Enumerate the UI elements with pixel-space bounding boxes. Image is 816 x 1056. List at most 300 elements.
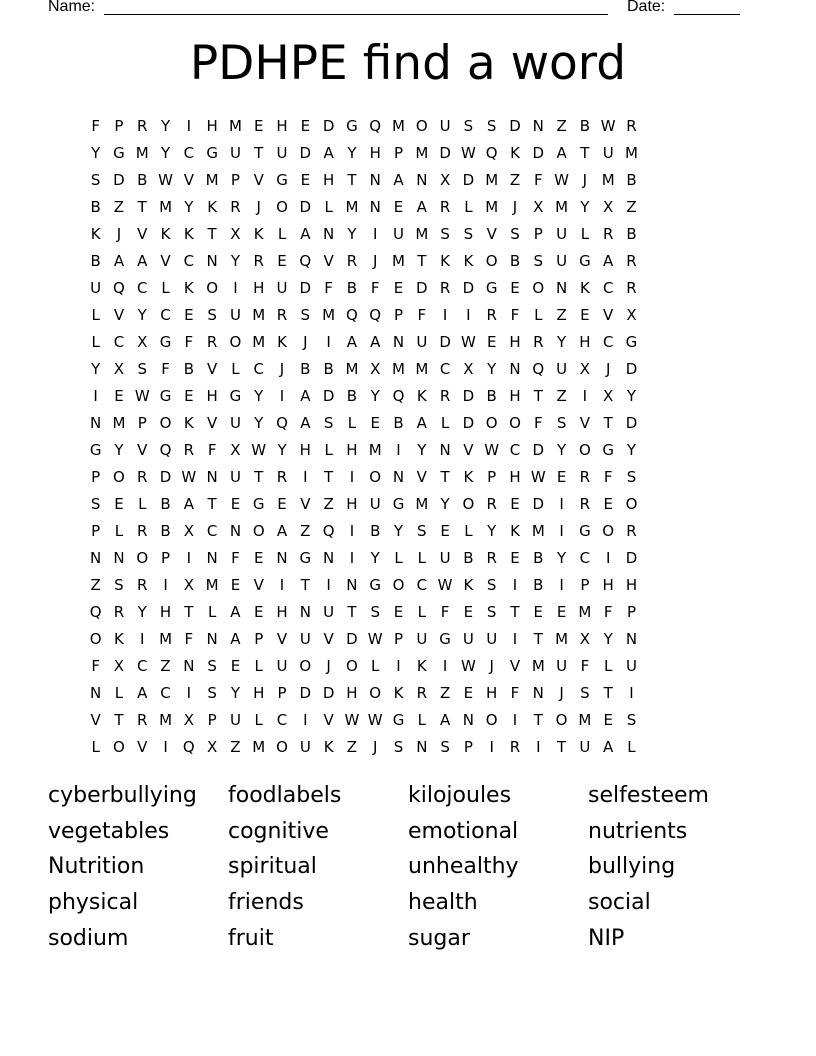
grid-letter[interactable]: M xyxy=(601,171,615,189)
grid-letter[interactable]: V xyxy=(253,576,264,594)
grid-letter[interactable]: B xyxy=(370,522,381,540)
grid-letter[interactable]: S xyxy=(463,225,474,243)
grid-letter[interactable]: B xyxy=(323,360,334,378)
grid-letter[interactable]: U xyxy=(323,603,335,621)
grid-letter[interactable]: L xyxy=(324,441,333,459)
grid-letter[interactable]: Y xyxy=(137,306,147,324)
grid-letter[interactable]: U xyxy=(229,306,241,324)
grid-letter[interactable]: I xyxy=(303,468,308,486)
grid-letter[interactable]: U xyxy=(276,657,288,675)
grid-letter[interactable]: V xyxy=(207,360,218,378)
grid-letter[interactable]: H xyxy=(346,495,358,513)
grid-letter[interactable]: M xyxy=(625,144,638,162)
grid-letter[interactable]: I xyxy=(372,225,378,243)
grid-letter[interactable]: Y xyxy=(393,522,404,540)
grid-letter[interactable]: E xyxy=(184,387,194,405)
grid-letter[interactable]: K xyxy=(510,522,520,540)
grid-letter[interactable]: B xyxy=(486,387,497,405)
grid-letter[interactable]: Z xyxy=(113,198,125,216)
date-blank-line[interactable] xyxy=(674,14,740,15)
grid-letter[interactable]: F xyxy=(91,657,100,675)
grid-letter[interactable]: M xyxy=(112,414,126,432)
grid-letter[interactable]: X xyxy=(533,198,544,216)
grid-letter[interactable]: K xyxy=(183,279,194,297)
grid-letter[interactable]: K xyxy=(463,468,474,486)
grid-letter[interactable]: J xyxy=(326,657,331,675)
grid-letter[interactable]: T xyxy=(347,603,357,621)
grid-letter[interactable]: L xyxy=(627,738,636,756)
grid-letter[interactable]: K xyxy=(510,144,520,162)
grid-letter[interactable]: Z xyxy=(323,495,334,513)
grid-letter[interactable]: Y xyxy=(557,549,567,567)
grid-letter[interactable]: S xyxy=(90,495,101,513)
grid-letter[interactable]: E xyxy=(253,603,264,621)
grid-letter[interactable]: Y xyxy=(230,684,241,702)
grid-letter[interactable]: W xyxy=(181,468,197,486)
grid-letter[interactable]: W xyxy=(158,171,173,189)
grid-letter[interactable]: J xyxy=(256,198,261,216)
grid-letter[interactable]: I xyxy=(512,630,518,648)
grid-letter[interactable]: P xyxy=(393,144,404,162)
grid-letter[interactable]: B xyxy=(626,225,637,243)
grid-letter[interactable]: L xyxy=(277,225,287,243)
grid-letter[interactable]: P xyxy=(91,468,101,486)
grid-letter[interactable]: A xyxy=(276,522,288,540)
grid-letter[interactable]: N xyxy=(206,468,218,486)
grid-letter[interactable]: B xyxy=(533,576,544,594)
grid-letter[interactable]: S xyxy=(300,306,311,324)
grid-letter[interactable]: Y xyxy=(347,225,357,243)
grid-letter[interactable]: O xyxy=(276,198,288,216)
grid-letter[interactable]: I xyxy=(396,657,401,675)
grid-letter[interactable]: J xyxy=(512,198,518,216)
grid-letter[interactable]: R xyxy=(253,252,264,270)
grid-letter[interactable]: G xyxy=(159,387,172,405)
grid-letter[interactable]: O xyxy=(299,657,312,675)
grid-letter[interactable]: B xyxy=(463,549,474,567)
grid-letter[interactable]: N xyxy=(416,738,428,756)
grid-letter[interactable]: X xyxy=(579,630,591,648)
grid-letter[interactable]: H xyxy=(346,684,358,702)
grid-letter[interactable]: V xyxy=(603,306,614,324)
grid-letter[interactable]: M xyxy=(415,360,429,378)
grid-letter[interactable]: Y xyxy=(160,144,171,162)
grid-letter[interactable]: Y xyxy=(626,387,637,405)
grid-letter[interactable]: F xyxy=(91,117,100,135)
grid-letter[interactable]: D xyxy=(509,117,521,135)
grid-letter[interactable]: F xyxy=(231,549,240,567)
grid-letter[interactable]: V xyxy=(463,441,474,459)
grid-letter[interactable]: H xyxy=(159,603,172,621)
grid-letter[interactable]: T xyxy=(603,414,613,432)
grid-letter[interactable]: D xyxy=(113,171,125,189)
grid-letter[interactable]: Z xyxy=(230,738,241,756)
grid-letter[interactable]: H xyxy=(299,441,311,459)
grid-letter[interactable]: R xyxy=(230,198,241,216)
grid-letter[interactable]: Y xyxy=(254,387,264,405)
grid-letter[interactable]: D xyxy=(322,684,335,702)
grid-letter[interactable]: Y xyxy=(114,441,124,459)
grid-letter[interactable]: E xyxy=(253,549,264,567)
grid-letter[interactable]: N xyxy=(509,360,521,378)
grid-letter[interactable]: W xyxy=(554,171,569,189)
grid-letter[interactable]: Z xyxy=(439,684,451,702)
grid-letter[interactable]: E xyxy=(440,522,450,540)
grid-letter[interactable]: I xyxy=(466,306,471,324)
grid-letter[interactable]: P xyxy=(277,684,287,702)
grid-letter[interactable]: C xyxy=(439,360,451,378)
grid-letter[interactable]: N xyxy=(90,684,102,702)
grid-letter[interactable]: S xyxy=(533,252,544,270)
grid-letter[interactable]: A xyxy=(137,684,148,702)
grid-letter[interactable]: G xyxy=(369,576,382,594)
grid-letter[interactable]: V xyxy=(323,630,334,648)
grid-letter[interactable]: U xyxy=(462,630,474,648)
grid-letter[interactable]: B xyxy=(300,360,311,378)
grid-letter[interactable]: B xyxy=(509,252,521,270)
grid-letter[interactable]: X xyxy=(439,171,451,189)
grid-letter[interactable]: N xyxy=(299,603,311,621)
grid-letter[interactable]: Q xyxy=(182,738,195,756)
grid-letter[interactable]: Y xyxy=(184,198,194,216)
grid-letter[interactable]: N xyxy=(625,630,638,648)
grid-letter[interactable]: S xyxy=(440,225,450,243)
grid-letter[interactable]: R xyxy=(439,198,451,216)
grid-letter[interactable]: L xyxy=(417,603,426,621)
grid-letter[interactable]: F xyxy=(370,279,380,297)
grid-letter[interactable]: E xyxy=(510,549,520,567)
grid-letter[interactable]: F xyxy=(184,630,194,648)
grid-letter[interactable]: N xyxy=(206,630,218,648)
grid-letter[interactable]: O xyxy=(346,657,358,675)
grid-letter[interactable]: W xyxy=(344,711,360,729)
grid-letter[interactable]: V xyxy=(416,468,427,486)
grid-letter[interactable]: R xyxy=(486,495,497,513)
grid-letter[interactable]: A xyxy=(137,252,148,270)
grid-letter[interactable]: N xyxy=(113,549,125,567)
grid-letter[interactable]: G xyxy=(392,711,405,729)
grid-letter[interactable]: Y xyxy=(487,522,497,540)
grid-letter[interactable]: E xyxy=(510,279,520,297)
grid-letter[interactable]: T xyxy=(603,684,613,702)
grid-letter[interactable]: L xyxy=(464,198,473,216)
grid-letter[interactable]: X xyxy=(113,657,125,675)
grid-letter[interactable]: W xyxy=(367,711,383,729)
grid-letter[interactable]: G xyxy=(602,441,614,459)
grid-letter[interactable]: P xyxy=(393,630,404,648)
grid-letter[interactable]: O xyxy=(625,495,638,513)
grid-letter[interactable]: S xyxy=(417,522,427,540)
grid-letter[interactable]: I xyxy=(442,657,448,675)
grid-letter[interactable]: M xyxy=(228,117,242,135)
grid-letter[interactable]: D xyxy=(532,441,545,459)
grid-letter[interactable]: Y xyxy=(230,252,241,270)
grid-letter[interactable]: B xyxy=(393,414,404,432)
grid-letter[interactable]: U xyxy=(579,738,591,756)
grid-letter[interactable]: N xyxy=(462,711,475,729)
grid-letter[interactable]: G xyxy=(299,549,312,567)
grid-letter[interactable]: Z xyxy=(509,171,521,189)
grid-letter[interactable]: R xyxy=(137,522,148,540)
grid-letter[interactable]: U xyxy=(416,630,428,648)
grid-letter[interactable]: G xyxy=(89,441,102,459)
grid-letter[interactable]: F xyxy=(533,171,543,189)
grid-letter[interactable]: E xyxy=(114,387,124,405)
grid-letter[interactable]: L xyxy=(207,603,217,621)
grid-letter[interactable]: M xyxy=(392,252,405,270)
grid-letter[interactable]: U xyxy=(439,117,451,135)
grid-letter[interactable]: D xyxy=(462,279,475,297)
grid-letter[interactable]: Z xyxy=(90,576,101,594)
grid-letter[interactable]: K xyxy=(323,738,334,756)
grid-letter[interactable]: M xyxy=(392,360,405,378)
grid-letter[interactable]: D xyxy=(416,279,428,297)
grid-letter[interactable]: X xyxy=(137,333,148,351)
grid-letter[interactable]: O xyxy=(136,549,149,567)
grid-letter[interactable]: H xyxy=(602,576,614,594)
grid-letter[interactable]: I xyxy=(582,387,588,405)
grid-letter[interactable]: D xyxy=(322,117,335,135)
grid-letter[interactable]: M xyxy=(578,711,592,729)
grid-letter[interactable]: O xyxy=(392,576,405,594)
grid-letter[interactable]: X xyxy=(603,387,614,405)
grid-letter[interactable]: F xyxy=(184,333,194,351)
grid-letter[interactable]: E xyxy=(486,333,497,351)
grid-letter[interactable]: U xyxy=(625,657,637,675)
grid-letter[interactable]: P xyxy=(533,225,543,243)
grid-letter[interactable]: Q xyxy=(346,306,358,324)
grid-letter[interactable]: U xyxy=(556,225,568,243)
grid-letter[interactable]: N xyxy=(392,468,405,486)
grid-letter[interactable]: R xyxy=(183,441,195,459)
grid-letter[interactable]: C xyxy=(579,549,591,567)
grid-letter[interactable]: Q xyxy=(113,279,125,297)
grid-letter[interactable]: I xyxy=(349,549,355,567)
grid-letter[interactable]: E xyxy=(230,576,241,594)
grid-letter[interactable]: O xyxy=(509,414,521,432)
grid-letter[interactable]: A xyxy=(300,225,311,243)
grid-letter[interactable]: L xyxy=(114,522,124,540)
grid-letter[interactable]: E xyxy=(114,495,124,513)
grid-letter[interactable]: K xyxy=(463,252,474,270)
grid-letter[interactable]: O xyxy=(89,630,102,648)
grid-letter[interactable]: F xyxy=(510,306,520,324)
grid-letter[interactable]: N xyxy=(369,171,381,189)
grid-letter[interactable]: L xyxy=(114,684,124,702)
grid-letter[interactable]: V xyxy=(137,738,148,756)
grid-letter[interactable]: O xyxy=(532,279,545,297)
grid-letter[interactable]: N xyxy=(206,549,218,567)
grid-letter[interactable]: U xyxy=(276,279,288,297)
grid-letter[interactable]: X xyxy=(370,360,381,378)
grid-letter[interactable]: U xyxy=(229,468,241,486)
grid-letter[interactable]: S xyxy=(323,414,334,432)
grid-letter[interactable]: R xyxy=(602,225,614,243)
grid-letter[interactable]: T xyxy=(324,468,334,486)
grid-letter[interactable]: V xyxy=(486,225,497,243)
grid-letter[interactable]: P xyxy=(254,630,264,648)
grid-letter[interactable]: J xyxy=(605,360,611,378)
grid-letter[interactable]: M xyxy=(392,117,405,135)
grid-letter[interactable]: M xyxy=(555,630,569,648)
grid-letter[interactable]: N xyxy=(439,441,451,459)
grid-letter[interactable]: L xyxy=(371,657,380,675)
grid-letter[interactable]: R xyxy=(626,279,637,297)
grid-letter[interactable]: A xyxy=(370,333,381,351)
grid-letter[interactable]: I xyxy=(512,576,518,594)
grid-letter[interactable]: F xyxy=(161,360,170,378)
grid-letter[interactable]: Y xyxy=(160,117,171,135)
grid-letter[interactable]: P xyxy=(230,171,240,189)
grid-letter[interactable]: W xyxy=(484,441,500,459)
grid-letter[interactable]: F xyxy=(580,657,590,675)
grid-letter[interactable]: C xyxy=(253,360,264,378)
grid-letter[interactable]: R xyxy=(533,333,544,351)
grid-letter[interactable]: J xyxy=(303,333,308,351)
grid-letter[interactable]: F xyxy=(440,603,450,621)
grid-letter[interactable]: D xyxy=(532,144,545,162)
grid-letter[interactable]: O xyxy=(229,333,242,351)
grid-letter[interactable]: R xyxy=(626,252,637,270)
grid-letter[interactable]: Y xyxy=(137,603,147,621)
grid-letter[interactable]: B xyxy=(160,495,171,513)
grid-letter[interactable]: E xyxy=(603,711,613,729)
grid-letter[interactable]: O xyxy=(159,414,172,432)
grid-letter[interactable]: R xyxy=(137,117,148,135)
grid-letter[interactable]: D xyxy=(299,684,312,702)
grid-letter[interactable]: K xyxy=(440,252,451,270)
grid-letter[interactable]: X xyxy=(626,306,637,324)
grid-letter[interactable]: C xyxy=(509,441,521,459)
grid-letter[interactable]: S xyxy=(207,306,217,324)
grid-letter[interactable]: D xyxy=(439,144,451,162)
grid-letter[interactable]: Y xyxy=(277,441,287,459)
grid-letter[interactable]: G xyxy=(276,171,288,189)
grid-letter[interactable]: L xyxy=(534,306,543,324)
grid-letter[interactable]: W xyxy=(134,387,150,405)
grid-letter[interactable]: I xyxy=(186,549,192,567)
grid-letter[interactable]: O xyxy=(369,468,382,486)
grid-letter[interactable]: I xyxy=(279,387,285,405)
grid-letter[interactable]: M xyxy=(485,171,499,189)
grid-letter[interactable]: S xyxy=(580,684,590,702)
grid-letter[interactable]: T xyxy=(300,576,310,594)
grid-letter[interactable]: O xyxy=(113,468,125,486)
grid-letter[interactable]: L xyxy=(324,198,333,216)
grid-letter[interactable]: M xyxy=(205,576,219,594)
grid-letter[interactable]: A xyxy=(230,630,241,648)
grid-letter[interactable]: X xyxy=(183,576,194,594)
grid-letter[interactable]: Y xyxy=(347,144,357,162)
grid-letter[interactable]: H xyxy=(579,333,591,351)
grid-letter[interactable]: A xyxy=(416,198,427,216)
grid-letter[interactable]: J xyxy=(279,360,285,378)
grid-letter[interactable]: C xyxy=(602,333,614,351)
grid-letter[interactable]: S xyxy=(370,603,380,621)
grid-letter[interactable]: O xyxy=(113,738,125,756)
grid-letter[interactable]: H xyxy=(509,468,521,486)
grid-letter[interactable]: F xyxy=(603,468,613,486)
grid-letter[interactable]: Z xyxy=(346,738,358,756)
grid-letter[interactable]: I xyxy=(559,495,564,513)
word-search-grid[interactable] xyxy=(84,113,736,761)
grid-letter[interactable]: N xyxy=(183,657,195,675)
grid-letter[interactable]: S xyxy=(207,657,217,675)
grid-letter[interactable]: W xyxy=(460,144,476,162)
grid-letter[interactable]: L xyxy=(417,549,426,567)
grid-letter[interactable]: I xyxy=(512,711,518,729)
grid-letter[interactable]: G xyxy=(252,495,265,513)
grid-letter[interactable]: B xyxy=(346,279,358,297)
grid-letter[interactable]: M xyxy=(531,657,545,675)
grid-letter[interactable]: R xyxy=(579,468,591,486)
grid-letter[interactable]: U xyxy=(229,414,241,432)
grid-letter[interactable]: D xyxy=(532,495,545,513)
grid-letter[interactable]: U xyxy=(276,144,288,162)
grid-letter[interactable]: X xyxy=(206,738,218,756)
grid-letter[interactable]: E xyxy=(463,603,474,621)
grid-letter[interactable]: F xyxy=(510,684,520,702)
grid-letter[interactable]: W xyxy=(437,576,453,594)
grid-letter[interactable]: X xyxy=(183,711,194,729)
grid-letter[interactable]: E xyxy=(277,252,287,270)
grid-letter[interactable]: Z xyxy=(556,117,567,135)
grid-letter[interactable]: W xyxy=(530,468,546,486)
grid-letter[interactable]: E xyxy=(230,657,241,675)
grid-letter[interactable]: B xyxy=(579,117,591,135)
grid-letter[interactable]: T xyxy=(533,711,543,729)
grid-letter[interactable]: U xyxy=(416,333,428,351)
grid-letter[interactable]: K xyxy=(463,576,474,594)
grid-letter[interactable]: G xyxy=(625,333,638,351)
grid-letter[interactable]: V xyxy=(137,225,148,243)
grid-letter[interactable]: F xyxy=(417,306,427,324)
grid-letter[interactable]: I xyxy=(536,738,541,756)
grid-letter[interactable]: D xyxy=(625,360,638,378)
grid-letter[interactable]: P xyxy=(114,117,124,135)
grid-letter[interactable]: B xyxy=(137,171,148,189)
grid-letter[interactable]: K xyxy=(90,225,101,243)
grid-letter[interactable]: F xyxy=(533,414,543,432)
grid-letter[interactable]: M xyxy=(159,198,173,216)
grid-letter[interactable]: P xyxy=(161,549,171,567)
grid-letter[interactable]: A xyxy=(346,333,358,351)
grid-letter[interactable]: A xyxy=(439,711,451,729)
grid-letter[interactable]: V xyxy=(137,441,148,459)
grid-letter[interactable]: V xyxy=(323,711,334,729)
grid-letter[interactable]: D xyxy=(299,144,312,162)
grid-letter[interactable]: S xyxy=(486,576,497,594)
grid-letter[interactable]: S xyxy=(463,117,474,135)
grid-letter[interactable]: B xyxy=(160,522,171,540)
grid-letter[interactable]: W xyxy=(600,117,616,135)
grid-letter[interactable]: R xyxy=(626,522,637,540)
grid-letter[interactable]: M xyxy=(159,630,173,648)
grid-letter[interactable]: E xyxy=(184,306,194,324)
grid-letter[interactable]: B xyxy=(183,360,194,378)
grid-letter[interactable]: H xyxy=(276,117,288,135)
grid-letter[interactable]: N xyxy=(392,333,405,351)
grid-letter[interactable]: I xyxy=(163,738,168,756)
grid-letter[interactable]: U xyxy=(486,630,498,648)
grid-letter[interactable]: I xyxy=(140,630,145,648)
grid-letter[interactable]: Q xyxy=(485,144,498,162)
grid-letter[interactable]: T xyxy=(533,387,543,405)
grid-letter[interactable]: R xyxy=(276,306,288,324)
grid-letter[interactable]: V xyxy=(160,252,171,270)
grid-letter[interactable]: M xyxy=(252,333,266,351)
grid-letter[interactable]: D xyxy=(462,387,475,405)
